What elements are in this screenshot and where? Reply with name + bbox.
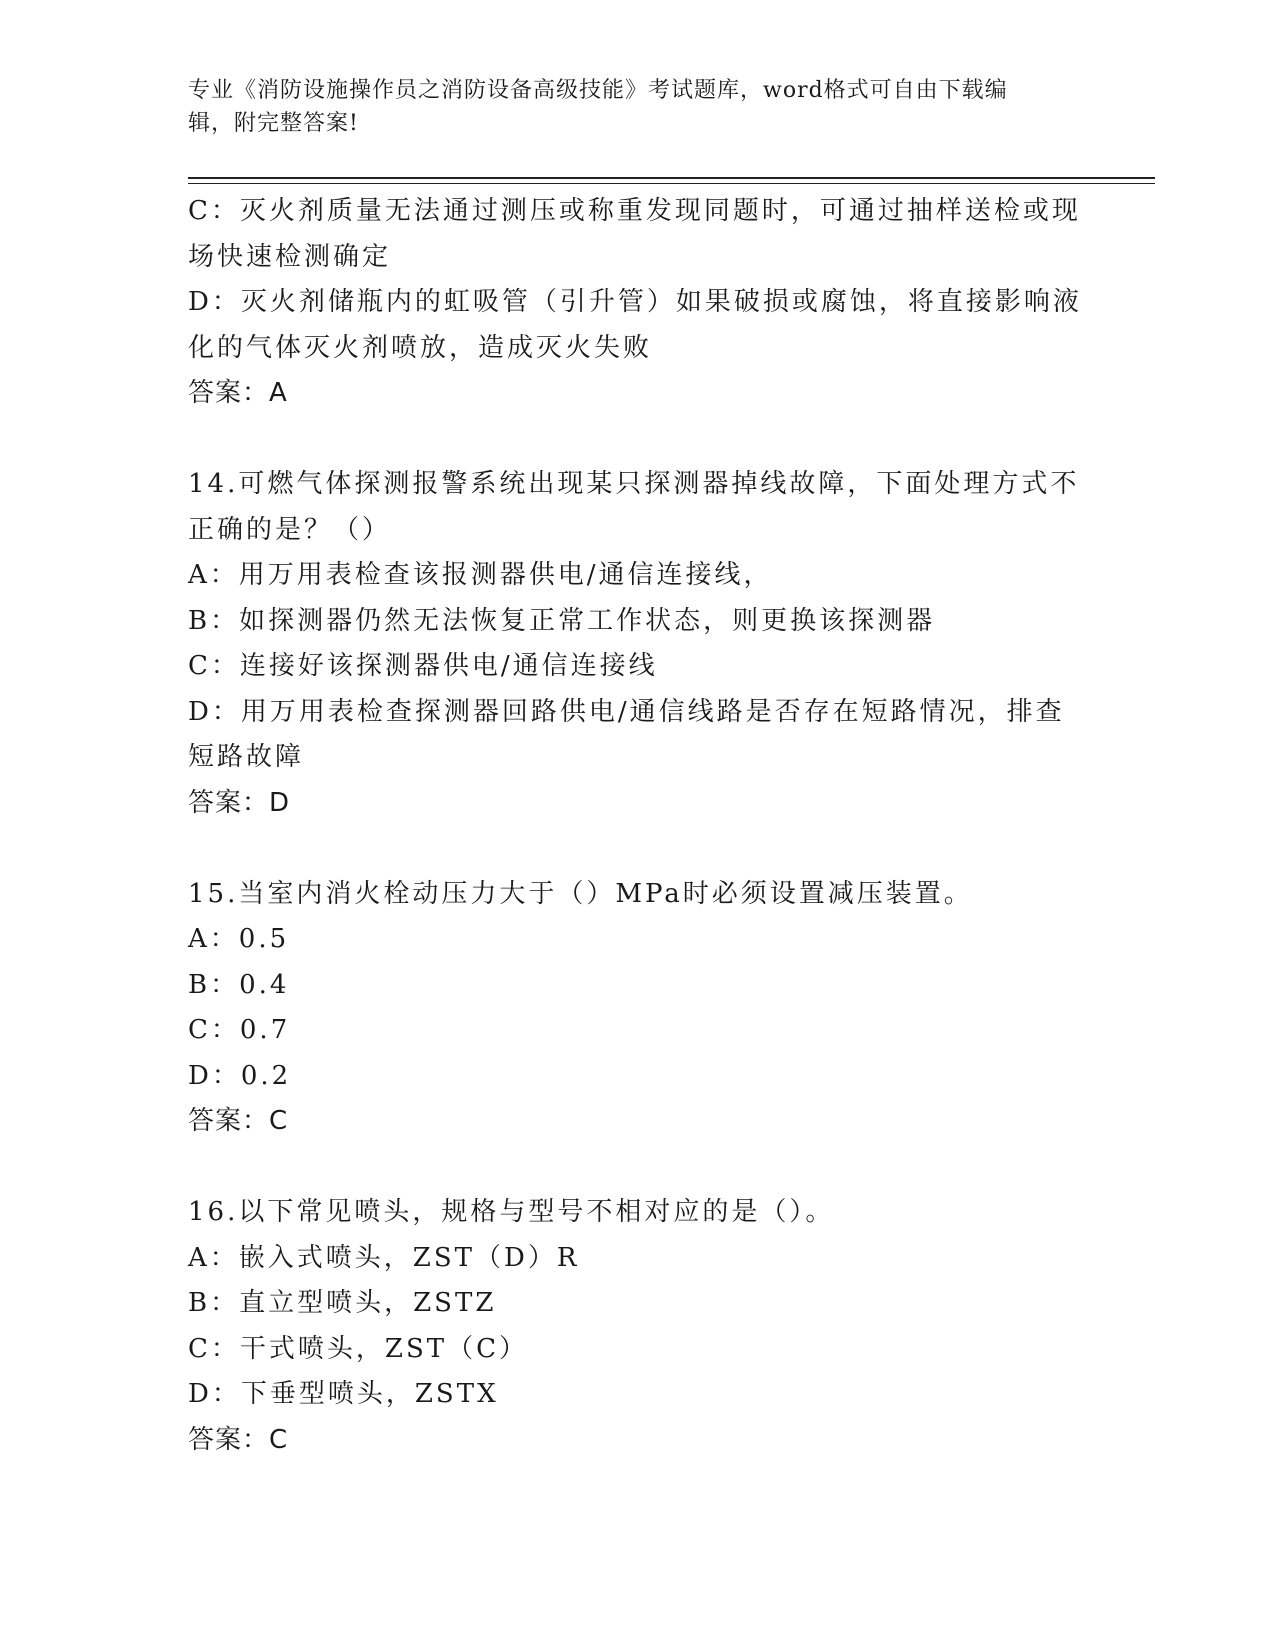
question-stem-line-2: 正确的是？（）	[188, 514, 392, 545]
question-list	[188, 189, 1088, 1463]
option-c: C：连接好该探测器供电/通信连接线	[188, 651, 658, 681]
option-d-line-1: D：灭火剂储瓶内的虹吸管（引升管）如果破损或腐蚀，将直接影响液	[188, 287, 1082, 317]
option-c: C：干式喷头，ZST（C）	[188, 1333, 529, 1364]
option-c-line-2: 场快速检测确定	[188, 241, 392, 272]
option-d-line-2: 短路故障	[188, 742, 305, 772]
answer-16: 答案：C	[188, 1424, 289, 1455]
question-15	[188, 872, 1088, 1145]
header-line-1: 专业《消防设施操作员之消防设备高级技能》考试题库，word格式可自由下载编	[188, 78, 1008, 103]
question-16	[188, 1190, 1088, 1463]
option-c: C：0.7	[188, 1015, 291, 1045]
header-divider-thick	[188, 177, 1155, 179]
question-stem-line-1: 14.可燃气体探测报警系统出现某只探测器掉线故障，下面处理方式不	[188, 469, 1080, 499]
answer-15: 答案：C	[188, 1106, 289, 1136]
option-d: D：下垂型喷头，ZSTX	[188, 1379, 499, 1409]
question-stem: 16.以下常见喷头，规格与型号不相对应的是（）。	[188, 1197, 835, 1227]
spacer	[188, 417, 1088, 463]
header-line-2: 辑，附完整答案!	[188, 111, 359, 136]
option-d-line-1: D：用万用表检查探测器回路供电/通信线路是否存在短路情况，排查	[188, 696, 1065, 727]
spacer	[188, 1145, 1088, 1191]
option-d: D：0.2	[188, 1060, 292, 1091]
document-header	[188, 74, 1068, 140]
option-a: A：0.5	[188, 924, 290, 954]
option-a: A：用万用表检查该报测器供电/通信连接线，	[188, 560, 773, 590]
header-divider-thin	[188, 183, 1155, 184]
question-13-tail	[188, 189, 1088, 417]
answer-14: 答案：D	[188, 787, 291, 818]
answer-13: 答案：A	[188, 378, 288, 408]
option-a: A：嵌入式喷头，ZST（D）R	[188, 1242, 580, 1273]
option-d-line-2: 化的气体灭火剂喷放，造成灭火失败	[188, 332, 653, 363]
spacer	[188, 826, 1088, 872]
option-b: B：0.4	[188, 969, 290, 1000]
option-c-line-1: C：灭火剂质量无法通过测压或称重发现同题时，可通过抽样送检或现	[188, 196, 1081, 226]
question-14	[188, 462, 1088, 826]
question-stem: 15.当室内消火栓动压力大于（）MPa时必须设置减压装置。	[188, 878, 973, 909]
option-b: B：直立型喷头，ZSTZ	[188, 1288, 497, 1318]
option-b: B：如探测器仍然无法恢复正常工作状态，则更换该探测器	[188, 605, 936, 636]
